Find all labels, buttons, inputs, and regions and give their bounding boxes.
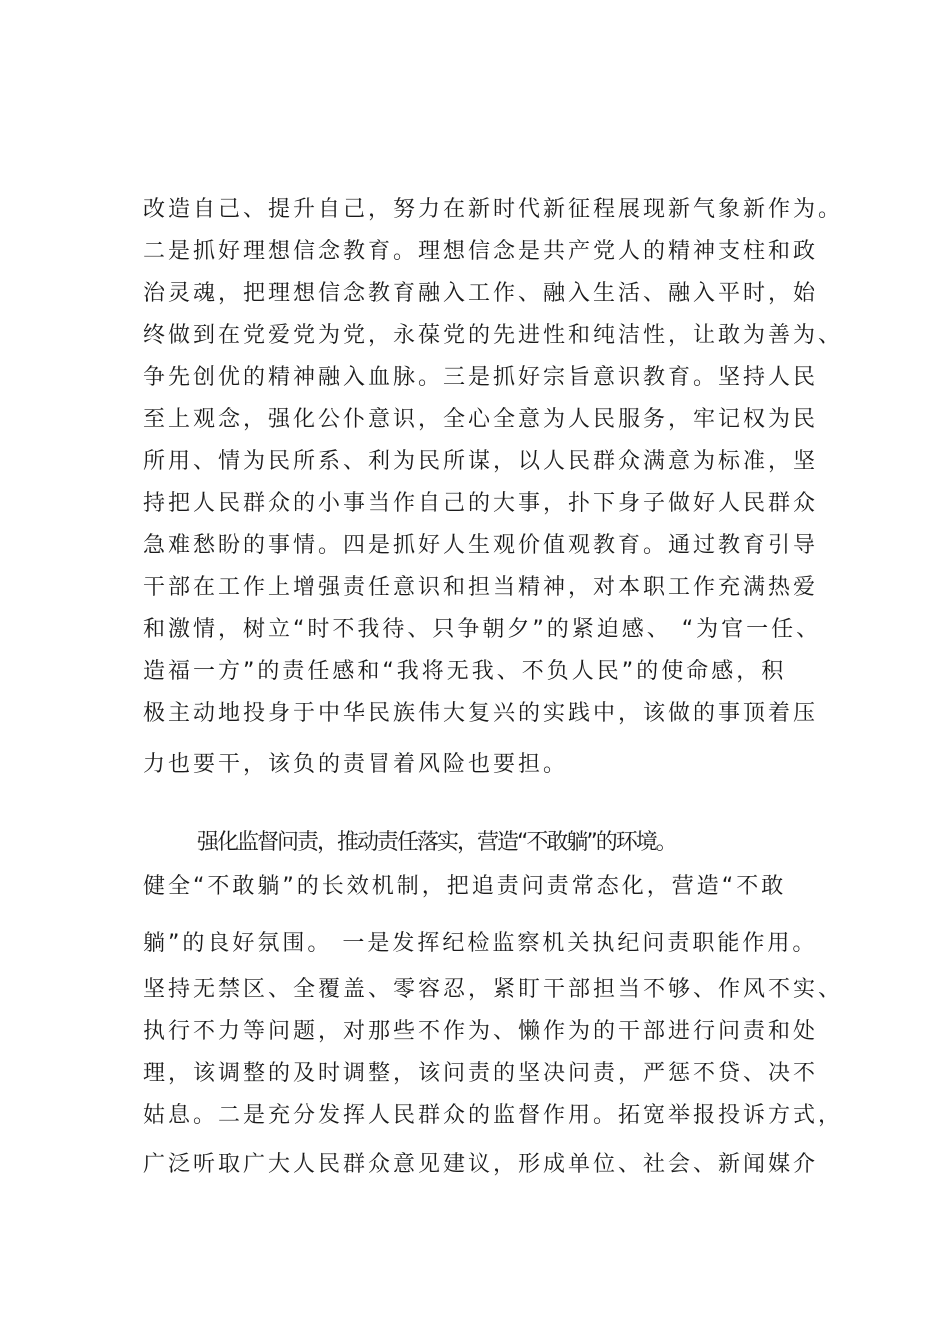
text-line: 坚持无禁区、全覆盖、零容忍，紧盯干部担当不够、作风不实、 [143, 977, 844, 1002]
text-line: 姑息。二是充分发挥人民群众的监督作用。拓宽举报投诉方式， [143, 1103, 844, 1128]
paragraph-heading: 强化监督问责，推动责任落实，营造“不敢躺”的环境。 [197, 830, 676, 855]
text-line: 二是抓好理想信念教育。理想信念是共产党人的精神支柱和政 [143, 239, 819, 264]
text-line: 执行不力等问题，对那些不作为、懒作为的干部进行问责和处 [143, 1019, 819, 1044]
text-line: 干部在工作上增强责任意识和担当精神，对本职工作充满热爱 [143, 575, 819, 600]
text-line: 改造自己、提升自己，努力在新时代新征程展现新气象新作为。 [143, 197, 844, 222]
text-line: 至上观念，强化公仆意识，全心全意为人民服务，牢记权为民 [143, 407, 819, 432]
text-line: 持把人民群众的小事当作自己的大事，扑下身子做好人民群众 [143, 491, 819, 516]
text-line: 极主动地投身于中华民族伟大复兴的实践中，该做的事顶着压 [143, 701, 819, 726]
text-line: 健全“不敢躺”的长效机制，把追责问责常态化，营造“不敢 [143, 874, 787, 899]
text-line: 广泛听取广大人民群众意见建议，形成单位、社会、新闻媒介 [143, 1152, 819, 1177]
text-line: 造福一方”的责任感和“我将无我、不负人民”的使命感，积 [143, 659, 787, 684]
text-line: 和激情，树立“时不我待、只争朝夕”的紧迫感、 “为官一任、 [143, 617, 822, 642]
text-line: 躺”的良好氛围。 一是发挥纪检监察机关执纪问责职能作用。 [143, 931, 818, 956]
text-line: 治灵魂，把理想信念教育融入工作、融入生活、融入平时，始 [143, 281, 819, 306]
text-line: 终做到在党爱党为党，永葆党的先进性和纯洁性，让敢为善为、 [143, 323, 844, 348]
text-line: 理，该调整的及时调整，该问责的坚决问责，严惩不贷、决不 [143, 1061, 819, 1086]
text-line: 力也要干，该负的责冒着风险也要担。 [143, 752, 569, 777]
text-line: 所用、情为民所系、利为民所谋，以人民群众满意为标准，坚 [143, 449, 819, 474]
text-line: 争先创优的精神融入血脉。三是抓好宗旨意识教育。坚持人民 [143, 365, 819, 390]
text-line: 急难愁盼的事情。四是抓好人生观价值观教育。通过教育引导 [143, 533, 819, 558]
